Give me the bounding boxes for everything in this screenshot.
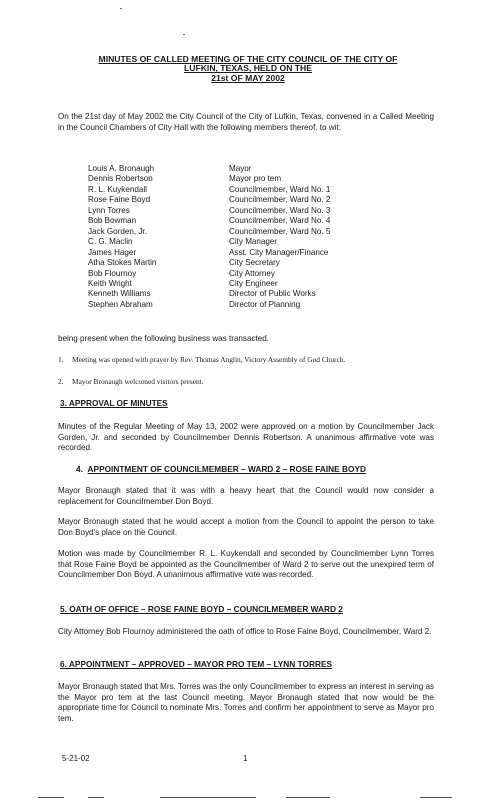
member-name: James Hager (88, 247, 137, 257)
item-3-heading: 3. APPROVAL OF MINUTES (60, 398, 168, 408)
item-1 (58, 355, 345, 364)
footer-date: 5-21-02 (62, 754, 90, 763)
document-title (56, 55, 440, 83)
title-line-2: LUFKIN, TEXAS, HELD ON THE (184, 63, 312, 74)
intro-paragraph: On the 21st day of May 2002 the City Council of the City of Lufkin, Texas, convened in a Called Meeting in the Council Chambers of City Hall with the following members thereof, to wit: (58, 112, 434, 132)
member-role: City Secretary (229, 258, 280, 268)
page-number: 1 (243, 754, 248, 763)
scan-edge-mark (88, 797, 104, 798)
member-row (88, 164, 330, 174)
member-name: Rose Faine Boyd (88, 195, 151, 205)
member-name: Jack Gorden, Jr. (88, 226, 147, 236)
scan-edge-mark (420, 797, 452, 798)
item-2 (58, 377, 204, 386)
member-row (88, 206, 330, 216)
item-6-text: Mayor Bronaugh stated that Mrs. Torres was the only Councilmember to express an interest in serving as the Mayor pro tem at the last Council meeting. Mayor Bronaugh stated that now would be the appropriate time for Council to nominate Mrs. Torres and confirm her appointment to serve as Mayor pro tem. (58, 682, 434, 723)
member-row (88, 227, 330, 237)
member-name: C. G. Maclin (88, 237, 133, 247)
item-1-number: 1. (58, 355, 64, 364)
member-name: R. L. Kuykendall (88, 184, 147, 194)
member-role: Mayor (229, 164, 252, 173)
member-row (88, 269, 330, 279)
member-role: Director of Public Works (229, 289, 316, 299)
member-row (88, 258, 330, 268)
member-name: Bob Bowman (88, 216, 137, 226)
scan-edge-mark (286, 797, 330, 798)
member-name: Kenneth Williams (88, 289, 151, 299)
item-4-paragraph-2: Mayor Bronaugh stated that he would accept a motion from the Council to appoint the person to take Don Boyd's place on the Council. (58, 517, 434, 537)
item-4-number: 4. (76, 464, 83, 474)
item-3-text: Minutes of the Regular Meeting of May 13, 2002 were approved on a motion by Councilmember Jack Gorden, Jr. and seconded by Councilmember Dennis Robertson. A unanimous affirmative vote was recorded. (58, 422, 434, 453)
member-role: Councilmember, Ward No. 5 (229, 226, 331, 236)
member-role: Councilmember, Ward No. 3 (229, 205, 331, 215)
member-row (88, 185, 330, 195)
title-line-1: MINUTES OF CALLED MEETING OF THE CITY COUNCIL OF THE CITY OF (98, 54, 398, 64)
being-present-text: being present when the following business was transacted. (58, 334, 270, 343)
member-role: City Attorney (229, 268, 275, 278)
members-list (88, 164, 330, 310)
member-name: Stephen Abraham (88, 299, 153, 309)
scan-speck (183, 34, 185, 35)
item-4-paragraph-1: Mayor Bronaugh stated that it was with a heavy heart that the Council would now consider a replacement for Councilmember Don Boyd. (58, 486, 434, 506)
item-4-heading-text: APPOINTMENT OF COUNCILMEMBER – WARD 2 – ROSE FAINE BOYD (87, 464, 366, 474)
member-row (88, 216, 330, 226)
member-name: Bob Flournoy (88, 268, 137, 278)
member-row (88, 174, 330, 184)
member-row (88, 195, 330, 205)
item-4-paragraph-3: Motion was made by Councilmember R. L. Kuykendall and seconded by Councilmember Lynn Torres that Rose Faine Boyd be appointed as the Councilmember of Ward 2 to serve out the unexpired term of Councilmember Don Boyd. A unanimous affirmative vote was recorded. (58, 549, 434, 580)
member-row (88, 289, 330, 299)
member-role: Councilmember, Ward No. 1 (229, 184, 331, 194)
item-4-heading (76, 464, 366, 474)
member-name: Louis A. Bronaugh (88, 164, 155, 173)
member-name: Lynn Torres (88, 205, 130, 215)
scan-edge-mark (38, 797, 64, 798)
member-name: Keith Wright (88, 278, 132, 288)
member-role: Director of Planning (229, 299, 301, 309)
member-name: Dennis Robertson (88, 174, 153, 184)
item-5-heading: 5. OATH OF OFFICE – ROSE FAINE BOYD – COUNCILMEMBER WARD 2 (60, 604, 343, 614)
member-role: Asst. City Manager/Finance (229, 247, 329, 257)
item-6-heading: 6. APPOINTMENT – APPROVED – MAYOR PRO TEM – LYNN TORRES (60, 659, 333, 669)
member-row (88, 300, 330, 310)
title-line-3: 21st OF MAY 2002 (211, 72, 285, 83)
scan-speck (120, 8, 122, 9)
item-1-text: Meeting was opened with prayer by Rev. Thomas Anglin, Victory Assembly of God Church. (72, 355, 346, 364)
member-row (88, 248, 330, 258)
member-role: Councilmember, Ward No. 2 (229, 195, 331, 205)
member-role: Councilmember, Ward No. 4 (229, 216, 331, 226)
item-2-text: Mayor Bronaugh welcomed visitors present. (72, 377, 204, 386)
scan-edge-mark (160, 797, 256, 798)
member-name: Atha Stokes Martin (88, 258, 157, 268)
member-role: Mayor pro tem (229, 174, 282, 184)
member-row (88, 279, 330, 289)
item-5-text: City Attorney Bob Flournoy administered the oath of office to Rose Faine Boyd, Councilmember, Ward 2. (58, 627, 432, 636)
member-role: City Engineer (229, 278, 278, 288)
member-row (88, 237, 330, 247)
item-2-number: 2. (58, 377, 64, 386)
member-role: City Manager (229, 237, 278, 247)
